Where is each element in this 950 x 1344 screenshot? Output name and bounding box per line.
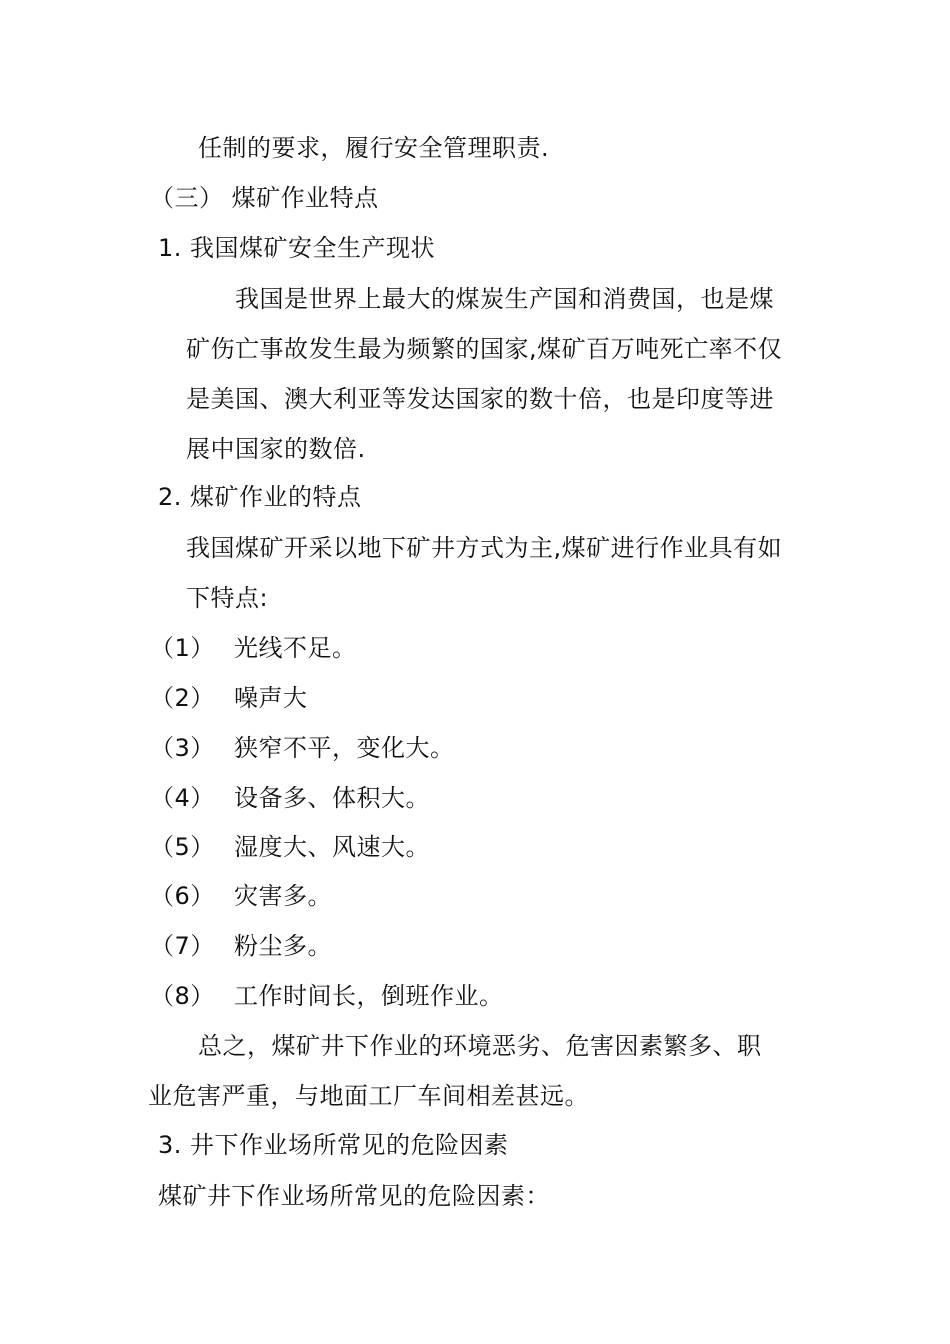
list-item bbox=[150, 981, 504, 1011]
list-item-number: （4） bbox=[150, 784, 215, 812]
subheading-3 bbox=[158, 1130, 509, 1160]
list-item-number: （3） bbox=[150, 734, 215, 762]
list-item bbox=[150, 881, 332, 911]
subheading-title: 煤矿作业的特点 bbox=[190, 483, 362, 511]
list-item-number: （2） bbox=[150, 684, 215, 712]
subheading-number: 2. bbox=[158, 483, 182, 511]
subheading-1 bbox=[158, 233, 435, 263]
list-item bbox=[150, 783, 430, 813]
list-item-number: （6） bbox=[150, 882, 215, 910]
paragraph-line: 矿伤亡事故发生最为频繁的国家,煤矿百万吨死亡率不仅 bbox=[186, 335, 783, 363]
list-item bbox=[150, 733, 455, 763]
paragraph-line: 是美国、澳大利亚等发达国家的数十倍，也是印度等进 bbox=[186, 385, 774, 413]
paragraph-line: 展中国家的数倍. bbox=[186, 435, 366, 463]
subheading-title: 我国煤矿安全生产现状 bbox=[190, 234, 436, 262]
continuation-line: 任制的要求，履行安全管理职责. bbox=[198, 134, 550, 162]
list-item-number: （7） bbox=[150, 932, 215, 960]
list-item bbox=[150, 633, 357, 663]
list-item-text: 工作时间长，倒班作业。 bbox=[234, 982, 504, 1010]
paragraph-line: 我国是世界上最大的煤炭生产国和消费国，也是煤 bbox=[235, 285, 774, 313]
list-item-number: （5） bbox=[150, 833, 215, 861]
list-item-text: 设备多、体积大。 bbox=[234, 784, 430, 812]
list-item-text: 灾害多。 bbox=[234, 882, 332, 910]
subheading-number: 3. bbox=[158, 1131, 182, 1159]
subheading-number: 1. bbox=[158, 234, 182, 262]
subheading-2 bbox=[158, 482, 362, 512]
closing-line: 煤矿井下作业场所常见的危险因素： bbox=[158, 1182, 550, 1210]
list-item-number: （1） bbox=[150, 634, 215, 662]
list-item-number: （8） bbox=[150, 982, 215, 1010]
list-item-text: 噪声大 bbox=[234, 684, 308, 712]
paragraph-line: 我国煤矿开采以地下矿井方式为主,煤矿进行作业具有如 bbox=[186, 534, 783, 562]
summary-line: 总之，煤矿井下作业的环境恶劣、危害因素繁多、职 bbox=[198, 1032, 762, 1060]
list-item bbox=[150, 832, 430, 862]
list-item bbox=[150, 931, 332, 961]
list-item-text: 光线不足。 bbox=[234, 634, 357, 662]
paragraph-line: 下特点: bbox=[186, 584, 269, 612]
section-heading: （三） 煤矿作业特点 bbox=[150, 184, 379, 212]
list-item bbox=[150, 683, 308, 713]
subheading-title: 井下作业场所常见的危险因素 bbox=[190, 1131, 509, 1159]
list-item-text: 湿度大、风速大。 bbox=[234, 833, 430, 861]
list-item-text: 粉尘多。 bbox=[234, 932, 332, 960]
list-item-text: 狭窄不平，变化大。 bbox=[234, 734, 455, 762]
summary-line: 业危害严重，与地面工厂车间相差甚远。 bbox=[148, 1082, 589, 1110]
